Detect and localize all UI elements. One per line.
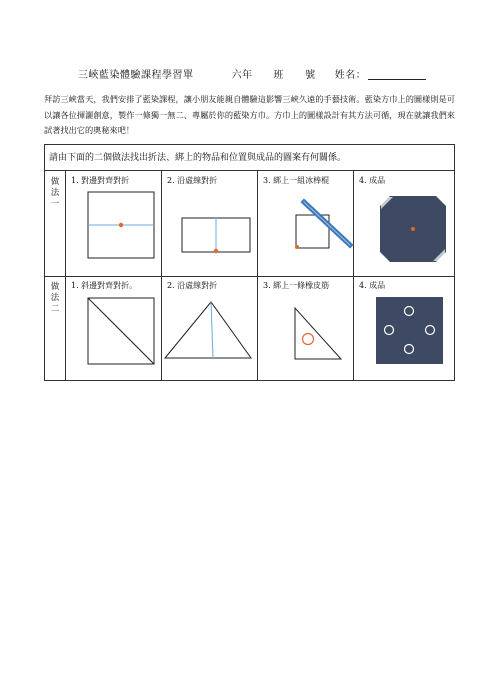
step-caption: 2. 沿虛線對折 bbox=[167, 176, 218, 185]
worksheet-header bbox=[78, 66, 438, 81]
name-label: 姓名： bbox=[334, 70, 367, 81]
method-two-label: 做 法 二 bbox=[45, 276, 66, 380]
method-one-row bbox=[45, 171, 454, 277]
intro-paragraph: 拜訪三峽當天，我們安排了藍染課程，讓小朋友能親自體驗這影響三峽久遠的手藝技術。藍染方巾上的圖樣則是可以讓各位揮灑創意，製作一條獨一無二、專屬於你的藍染方巾。方巾上的圖樣設計有其方法可循，現在就讓我們來試著找出它的奧秘來吧！ bbox=[44, 94, 455, 135]
method-one-label: 做 法 一 bbox=[45, 171, 66, 276]
worksheet-title: 三峽藍染體驗課程學習單 bbox=[78, 70, 194, 81]
rectangle-fold-diagram bbox=[162, 171, 258, 276]
square-fold-in-half-diagram bbox=[66, 171, 162, 276]
method-one-step-2 bbox=[162, 171, 258, 276]
class-label: 班 bbox=[273, 70, 284, 81]
step-caption: 4. 成品 bbox=[359, 281, 386, 290]
seat-number-label: 號 bbox=[305, 70, 316, 81]
method-one-step-3 bbox=[258, 171, 354, 276]
step-caption: 1. 對邊對齊對折 bbox=[71, 176, 130, 185]
step-caption: 2. 沿虛線對折 bbox=[167, 281, 218, 290]
activity-table bbox=[44, 144, 455, 381]
step-caption: 3. 綁上一條橡皮筋 bbox=[263, 281, 330, 290]
method-two-row bbox=[45, 276, 454, 380]
method-two-step-2 bbox=[162, 276, 258, 380]
step-caption: 3. 綁上一組冰棒棍 bbox=[263, 176, 330, 185]
grade-label: 六年 bbox=[231, 70, 253, 81]
finished-pattern-one-diagram bbox=[354, 171, 454, 276]
popsicle-stick-tie-diagram bbox=[258, 171, 354, 276]
step-caption: 1. 斜邊對齊對折。 bbox=[71, 281, 138, 290]
method-one-step-1 bbox=[66, 171, 162, 276]
finished-pattern-two-diagram bbox=[354, 276, 454, 380]
method-two-step-1 bbox=[66, 276, 162, 380]
triangle-fold-diagram bbox=[162, 276, 258, 380]
rubber-band-tie-diagram bbox=[258, 276, 354, 380]
method-one-step-4 bbox=[354, 171, 454, 276]
method-two-step-3 bbox=[258, 276, 354, 380]
diagonal-fold-diagram bbox=[66, 276, 162, 380]
step-caption: 4. 成品 bbox=[359, 176, 386, 185]
method-two-step-4 bbox=[354, 276, 454, 380]
instruction-text: 請由下面的二個做法找出折法、綁上的物品和位置與成品的圖案有何關係。 bbox=[45, 145, 454, 171]
name-blank-line[interactable] bbox=[368, 69, 426, 80]
